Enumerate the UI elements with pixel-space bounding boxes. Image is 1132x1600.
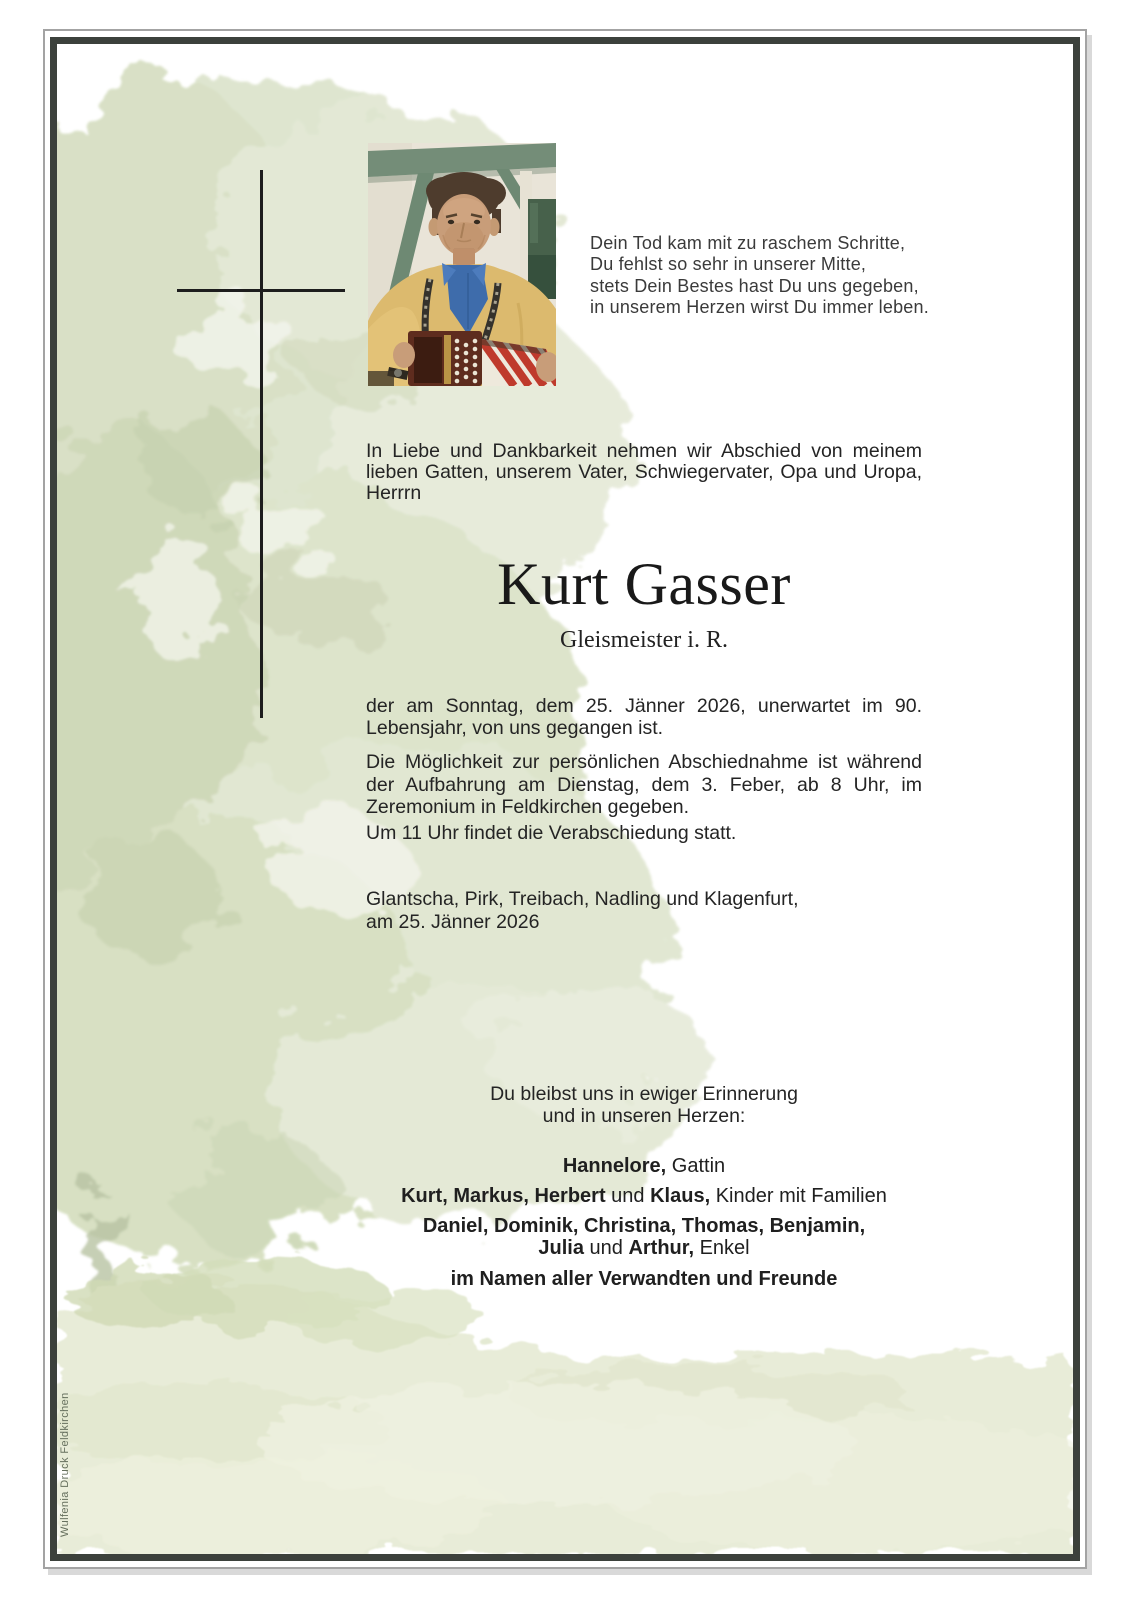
remembrance-line: Du bleibst uns in ewiger Erinnerung <box>490 1083 798 1105</box>
mourning-border <box>50 37 1080 1561</box>
deceased-honorific: Gleismeister i. R. <box>560 627 728 653</box>
conjunction: und <box>611 1185 645 1207</box>
verse-line: Du fehlst so sehr in unserer Mitte, <box>590 254 867 275</box>
places-line: Glantscha, Pirk, Treibach, Nadling und Klagenfurt, <box>366 888 799 910</box>
grandchildren-names: Julia <box>538 1236 584 1259</box>
date-line: am 25. Jänner 2026 <box>366 910 540 933</box>
remembrance-line: und in unseren Herzen: <box>542 1105 746 1128</box>
printer-credit: Wulfenia Druck Feldkirchen <box>59 1392 71 1537</box>
verse-line: in unserem Herzen wirst Du immer leben. <box>590 296 929 317</box>
wife-names: Hannelore, <box>562 1155 667 1177</box>
grandchildren-relation: Enkel <box>699 1236 750 1259</box>
viewing-information: Die Möglichkeit zur persönlichen Abschiednahme ist während der Aufbahrung am Dienstag, dem 3. Feber, ab 8 Uhr, im Zeremonium in Feldkirchen gegeben. <box>366 751 922 819</box>
verse-line: stets Dein Bestes hast Du uns gegeben, <box>590 275 919 296</box>
children-names: Klaus, <box>650 1185 711 1207</box>
children-relation: Kinder mit Familien <box>715 1185 887 1207</box>
wife-relation: Gattin <box>671 1155 726 1177</box>
farewell-information: Um 11 Uhr findet die Verabschiedung statt. <box>366 822 737 844</box>
children-names: Kurt, Markus, Herbert <box>401 1185 606 1207</box>
grandchildren-names: Arthur, <box>628 1236 695 1259</box>
death-statement: der am Sonntag, dem 25. Jänner 2026, unerwartet im 90. Lebensjahr, von uns gegangen ist. <box>366 695 922 739</box>
conjunction: und <box>589 1236 623 1259</box>
verse-line: Dein Tod kam mit zu raschem Schritte, <box>590 233 906 253</box>
closing-line: im Namen aller Verwandten und Freunde <box>450 1268 838 1290</box>
announcement-intro: In Liebe und Dankbarkeit nehmen wir Abschied von meinem lieben Gatten, unserem Vater, Schwiegervater, Opa und Uropa, Herrrn <box>366 440 922 504</box>
grandchildren-names: Daniel, Dominik, Christina, Thomas, Benjamin, <box>422 1215 866 1237</box>
deceased-name: Kurt Gasser <box>497 551 791 617</box>
